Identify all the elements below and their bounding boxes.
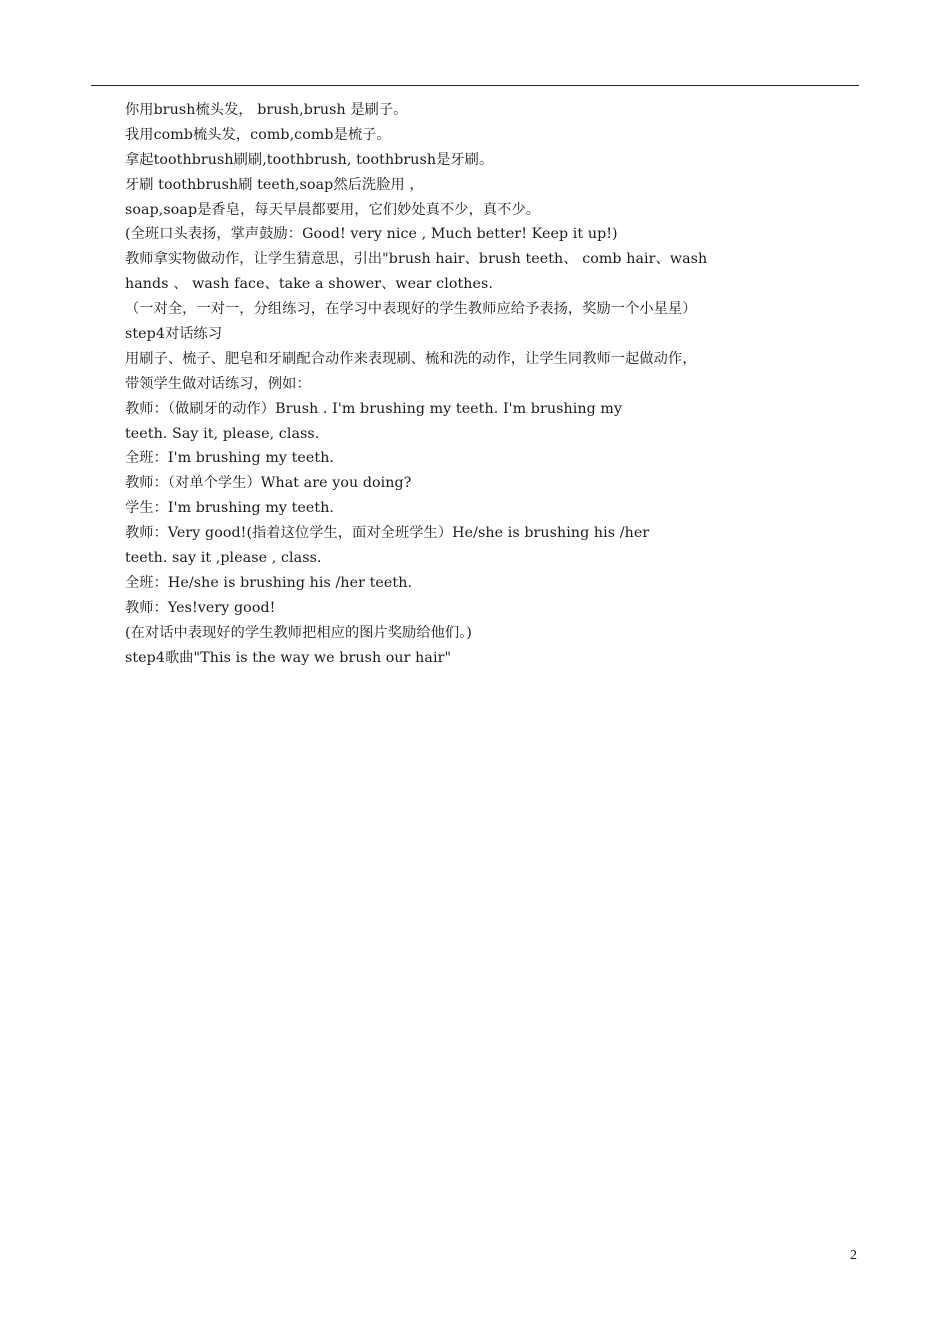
text-line: 教师拿实物做动作，让学生猜意思，引出"brush hair、brush teeth、 comb hair、wash (125, 251, 708, 268)
page-number: 2 (850, 1248, 857, 1263)
document-body (125, 98, 825, 670)
text-line: 教师：Very good!(指着这位学生，面对全班学生）He/she is brushing his /her (125, 525, 650, 542)
text-line: 我用comb梳头发，comb,comb是梳子。 (125, 126, 391, 143)
text-line: 你用brush梳头发， brush,brush 是刷子。 (125, 102, 408, 118)
text-line: 拿起toothbrush刷刷,toothbrush, toothbrush是牙刷。 (125, 151, 494, 168)
text-line: 全班：He/she is brushing his /her teeth. (125, 574, 413, 591)
text-line: soap,soap是香皂，每天早晨都要用，它们妙处真不少，真不少。 (125, 201, 541, 218)
text-line: hands 、 wash face、take a shower、wear clothes. (125, 276, 494, 293)
text-line: (全班口头表扬，掌声鼓励：Good! very nice , Much better! Keep it up!) (125, 226, 618, 243)
text-line: 牙刷 toothbrush刷 teeth,soap然后洗脸用 ， (125, 176, 424, 193)
text-line: 教师：（做刷牙的动作）Brush . I'm brushing my teeth. I'm brushing my (125, 400, 623, 417)
text-line: 用刷子、梳子、肥皂和牙刷配合动作来表现刷、梳和洗的动作，让学生同教师一起做动作， (125, 350, 697, 367)
text-line: 教师：（对单个学生）What are you doing? (125, 475, 412, 492)
text-line: teeth. Say it, please, class. (125, 425, 320, 442)
text-line: step4歌曲"This is the way we brush our hair" (125, 649, 452, 666)
text-line: 教师：Yes!very good! (125, 599, 276, 616)
text-line: 带领学生做对话练习，例如： (125, 375, 311, 392)
text-line: 学生：I'm brushing my teeth. (125, 500, 335, 517)
text-line: teeth. say it ,please , class. (125, 550, 322, 567)
text-line: 全班：I'm brushing my teeth. (125, 450, 335, 467)
header-rule (91, 85, 859, 86)
text-line: （一对全，一对一，分组练习，在学习中表现好的学生教师应给予表扬，奖励一个小星星） (125, 301, 697, 318)
text-line: step4对话练习 (125, 326, 223, 343)
text-line: (在对话中表现好的学生教师把相应的图片奖励给他们。) (125, 624, 473, 641)
